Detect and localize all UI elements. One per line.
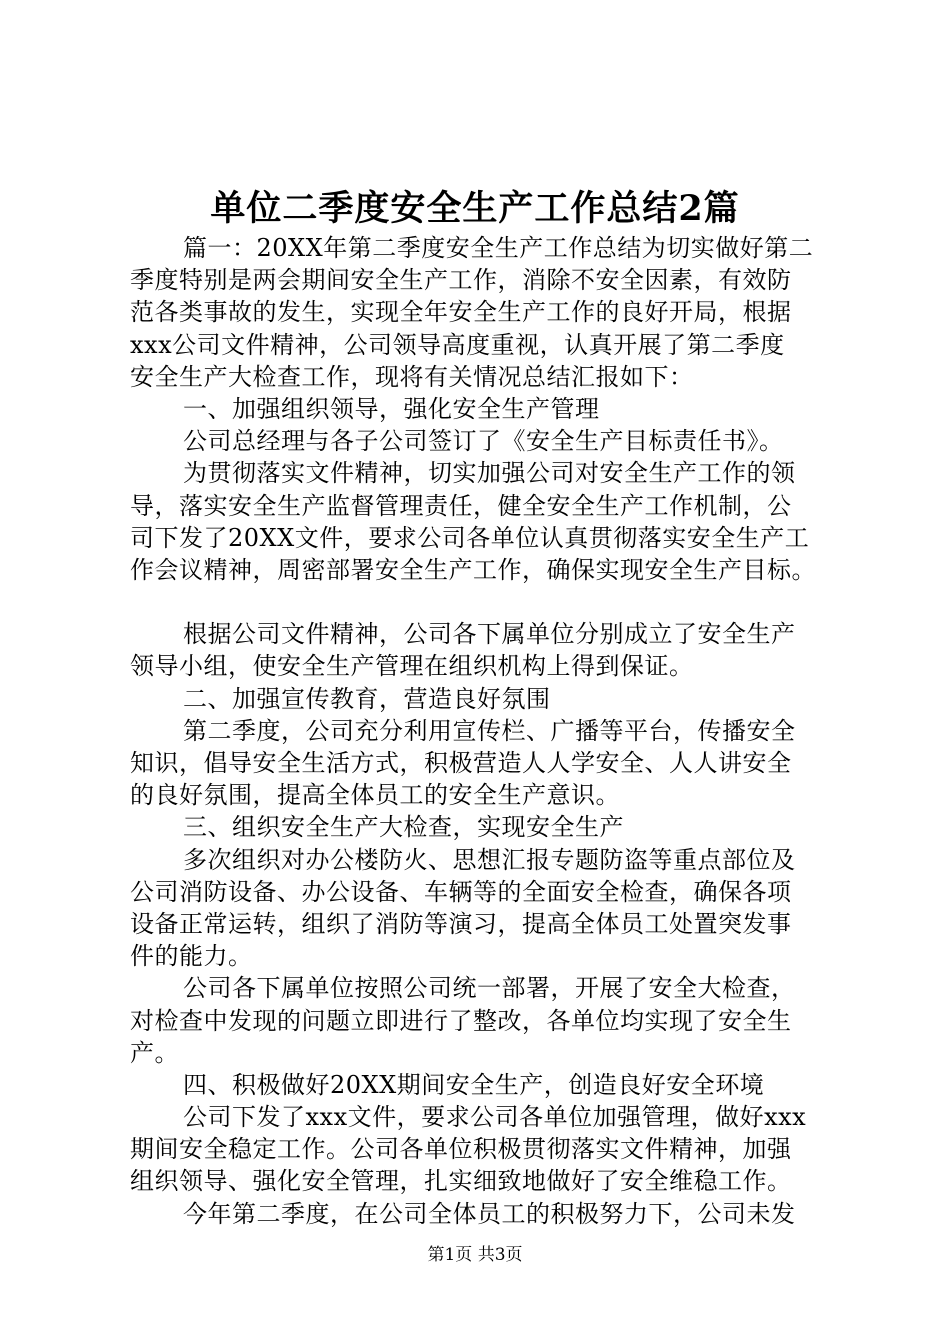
paragraph-line: 期间安全稳定工作。公司各单位积极贯彻落实文件精神，加强	[130, 1135, 792, 1164]
paragraph-line: 作会议精神，周密部署安全生产工作，确保实现安全生产目标。	[130, 555, 816, 584]
paragraph-line: 对检查中发现的问题立即进行了整改，各单位均实现了安全生	[130, 1006, 792, 1035]
document-title: 单位二季度安全生产工作总结2篇	[210, 188, 740, 229]
paragraph-line: 的良好氛围，提高全体员工的安全生产意识。	[130, 781, 620, 810]
paragraph-line: 领导小组，使安全生产管理在组织机构上得到保证。	[130, 652, 694, 681]
paragraph-line: 导，落实安全生产监督管理责任，健全安全生产工作机制，公	[130, 491, 792, 520]
section-heading: 二、加强宣传教育，营造良好氛围	[183, 684, 551, 713]
paragraph-line: 第二季度，公司充分利用宣传栏、广播等平台，传播安全	[183, 716, 796, 745]
paragraph-line: 知识，倡导安全生活方式，积极营造人人学安全、人人讲安全	[130, 749, 792, 777]
paragraph-line: 范各类事故的发生，实现全年安全生产工作的良好开局，根据	[130, 298, 792, 327]
paragraph-line: 篇一：20XX年第二季度安全生产工作总结为切实做好第二	[183, 234, 814, 262]
paragraph-line: 组织领导、强化安全管理，扎实细致地做好了安全维稳工作。	[130, 1167, 792, 1196]
paragraph-line: 公司各下属单位按照公司统一部署，开展了安全大检查，	[183, 974, 796, 1003]
paragraph-line: 多次组织对办公楼防火、思想汇报专题防盗等重点部位及	[183, 845, 796, 874]
paragraph-line: 季度特别是两会期间安全生产工作，消除不安全因素，有效防	[130, 266, 792, 295]
document-body	[130, 232, 870, 1230]
paragraph-line: 今年第二季度，在公司全体员工的积极努力下，公司未发	[183, 1199, 796, 1228]
paragraph-line: 公司总经理与各子公司签订了《安全生产目标责任书》。	[183, 427, 784, 456]
paragraph-line: 设备正常运转，组织了消防等演习，提高全体员工处置突发事	[130, 909, 792, 938]
paragraph-line: 根据公司文件精神，公司各下属单位分别成立了安全生产	[183, 620, 796, 649]
paragraph-line: 司下发了20XX文件，要求公司各单位认真贯彻落实安全生产工	[130, 523, 810, 552]
paragraph-line: 安全生产大检查工作，现将有关情况总结汇报如下：	[130, 362, 694, 391]
blank-line	[130, 586, 870, 618]
section-heading: 三、组织安全生产大检查，实现安全生产	[183, 813, 624, 842]
section-heading: 四、积极做好20XX期间安全生产，创造良好安全环境	[183, 1070, 765, 1099]
paragraph-line: 公司下发了xxx文件，要求公司各单位加强管理，做好xxx	[183, 1103, 807, 1132]
paragraph-line: 为贯彻落实文件精神，切实加强公司对安全生产工作的领	[183, 459, 796, 488]
page-number-footer: 第1页 共3页	[427, 1245, 523, 1265]
paragraph-line: 件的能力。	[130, 942, 253, 971]
paragraph-line: xxx公司文件精神，公司领导高度重视，认真开展了第二季度	[130, 330, 785, 359]
paragraph-line: 产。	[130, 1038, 179, 1067]
section-heading: 一、加强组织领导，强化安全生产管理	[183, 394, 600, 423]
paragraph-line: 公司消防设备、办公设备、车辆等的全面安全检查，确保各项	[130, 877, 792, 906]
